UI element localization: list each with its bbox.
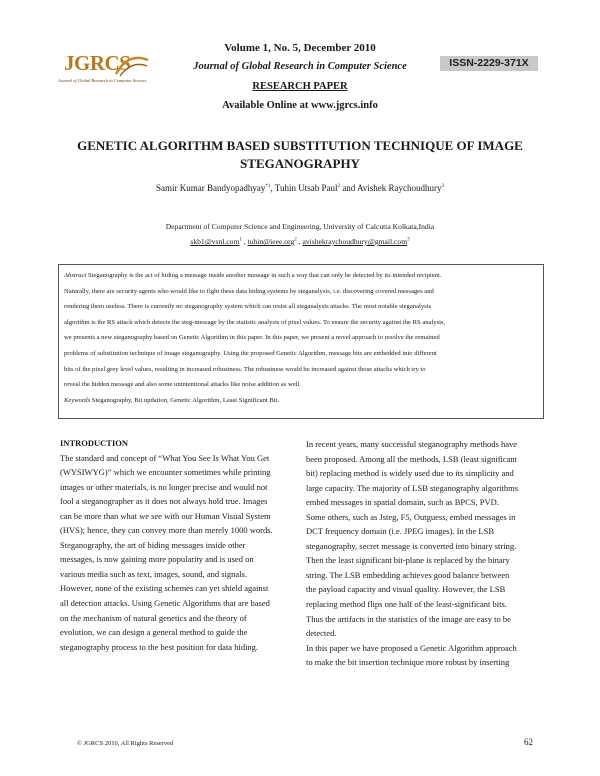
section-heading: INTRODUCTION xyxy=(60,438,129,448)
body-line: Steganography, the art of hiding messages inside other xyxy=(60,539,246,550)
email-3-mark: 3 xyxy=(407,237,410,243)
paper-type xyxy=(0,81,600,92)
body-line: bit) replacing method is widely used due to its simplicity and xyxy=(306,468,514,479)
body-line: (HVS); hence, they can convey more than merely 1000 words. xyxy=(60,525,273,536)
body-line: string. The LSB embedding achieves good balance between xyxy=(306,569,510,580)
journal-name: Journal of Global Research in Computer Science xyxy=(193,61,407,72)
abstract-label: Abstract xyxy=(64,272,87,279)
title-line-2: STEGANOGRAPHY xyxy=(240,156,360,171)
body-line: Then the least significant bit-plane is replaced by the binary xyxy=(306,555,510,566)
author-2-mark: 2 xyxy=(337,184,340,189)
body-line: embed messages in spatial domain, such as BPCS, PVD. xyxy=(306,497,499,508)
author-1-mark: *1 xyxy=(265,184,271,189)
body-line: images or other materials, is no longer precise and would not xyxy=(60,481,268,492)
author-1: Samir Kumar Bandyopadhyay xyxy=(155,183,266,193)
abstract-line: Naturally, there are security agents who would like to fight these data hiding systems by steganalysis, i.e. discovering covered messages and xyxy=(64,287,434,295)
body-line: replacing method flips one half of the least-significant bits. xyxy=(306,599,507,610)
author-3-mark: 3 xyxy=(441,184,445,189)
email-3[interactable]: avishekraychoudhury@gmail.com xyxy=(302,237,408,246)
body-line: steganography process to the best position for data hiding. xyxy=(60,641,259,652)
body-line: detected. xyxy=(306,628,337,639)
body-line: can be more than what we see with our Human Visual System xyxy=(60,510,271,521)
abstract-line: rendering them useless. There is currently no steganography system which can resist all steganalysis attacks. The most notable steganalysis xyxy=(64,303,432,311)
abstract-line: reveal the hidden message and also some unintentional attacks like noise addition as well. xyxy=(64,381,301,389)
author-2: Tuhin Utsab Paul xyxy=(274,183,338,193)
abstract-box xyxy=(58,264,544,419)
abstract-line: we presents a new steganography based on Genetic Algorithm in this paper. In this paper, we present a novel approach to resolve the remained xyxy=(64,334,440,342)
body-line: The standard and concept of “What You See Is What You Get xyxy=(60,452,270,463)
logo-wordmark: JGRCS xyxy=(64,51,131,75)
email-1-mark: 1 xyxy=(239,237,242,243)
title-line-1: GENETIC ALGORITHM BASED SUBSTITUTION TECHNIQUE OF IMAGE xyxy=(77,138,523,153)
body-line: large capacity. The majority of LSB steganography algorithms xyxy=(306,482,519,493)
body-line: Thus the artifacts in the statistics of the image are easy to be xyxy=(306,613,511,624)
abstract-line: algorithm is the RS attack which detects the steg-message by the statistic analysis of pixel values. To ensure the security against the RS analysis, xyxy=(64,318,446,326)
body-line: on the mechanism of natural genetics and the theory of xyxy=(60,612,247,623)
email-2[interactable]: tuhin@ieee.org xyxy=(247,237,295,246)
body-line: (WYSIWYG)” which we encounter sometimes while printing xyxy=(60,467,271,478)
body-line: In this paper we have proposed a Genetic Algorithm approach xyxy=(306,642,517,653)
body-line: the payload capacity and visual quality. However, the LSB xyxy=(306,584,506,595)
body-line: various media such as text, images, sound, and signals. xyxy=(60,568,247,579)
logo-subtitle: Journal of Global Research in Computer Science xyxy=(58,78,147,83)
journal-logo xyxy=(58,48,154,100)
body-line: In recent years, many successful steganography methods have xyxy=(306,439,518,449)
copyright: © JGRCS 2010, All Rights Reserved xyxy=(77,740,174,747)
author-sep-1: , xyxy=(270,183,275,193)
keywords-text: Steganography, Bit updation, Genetic Algorithm, Least Significant Bit. xyxy=(90,396,280,404)
keywords-label: Keywords xyxy=(64,396,91,404)
body-line: Some others, such as Jsteg, F5, Outguess, embed messages in xyxy=(306,511,516,522)
abstract-line xyxy=(64,268,538,284)
body-line: evolution, we can design a general method to guide the xyxy=(60,627,248,638)
body-line: messages, is now gaining more popularity and is used on xyxy=(60,554,254,565)
left-column xyxy=(60,436,295,654)
email-2-mark: 2 xyxy=(294,237,297,243)
right-column xyxy=(306,437,541,670)
issn-badge: ISSN-2229-371X xyxy=(440,56,538,71)
author-3: Avishek Raychoudhury xyxy=(356,183,442,193)
email-list: skb1@vsnl.com$^1$ , tuhin@ieee.org$^2$ , avishekraychoudhury@gmail.com$^3$ xyxy=(190,237,410,246)
availability: Available Online at www.jgrcs.info xyxy=(222,100,378,111)
body-line: been proposed. Among all the methods, LSB (least significant xyxy=(306,453,518,464)
author-list xyxy=(0,183,600,193)
body-line: DCT frequency domain (i.e. JPEG images). In the LSB xyxy=(306,526,494,537)
keywords-line xyxy=(64,393,538,409)
paper-type-label: RESEARCH PAPER xyxy=(252,81,348,92)
body-line: However, none of the existing schemes can yet shield against xyxy=(60,583,269,594)
volume-info: Volume 1, No. 5, December 2010 xyxy=(224,42,376,54)
abstract-text: Steganography is the act of hiding a message inside another message in such a way that can only be detected by its intended recipient. xyxy=(86,272,442,279)
body-line: fool a steganographer as it does not always hold true. Images xyxy=(60,496,268,507)
page-number: 62 xyxy=(524,737,533,747)
email-1[interactable]: skb1@vsnl.com xyxy=(190,237,240,246)
body-line: steganography, secret message is converted into binary string. xyxy=(306,540,517,551)
abstract-line: bits of the pixel grey level values, resulting in increased robustness. The robustness would be increased against those attacks which try to xyxy=(64,365,426,373)
affiliation: Department of Computer Science and Engineering, University of Calcutta Kolkata,India xyxy=(165,222,435,231)
abstract-line: problems of substitution technique of image steganography. Using the proposed Genetic Algorithm, message bits are embedded into different xyxy=(64,349,437,357)
author-sep-2: and xyxy=(339,183,357,193)
paper-title xyxy=(60,137,540,173)
body-line: to make the bit insertion technique more robust by inserting xyxy=(306,657,510,668)
body-line: all detection attacks. Using Genetic Algorithms that are based xyxy=(60,598,270,609)
